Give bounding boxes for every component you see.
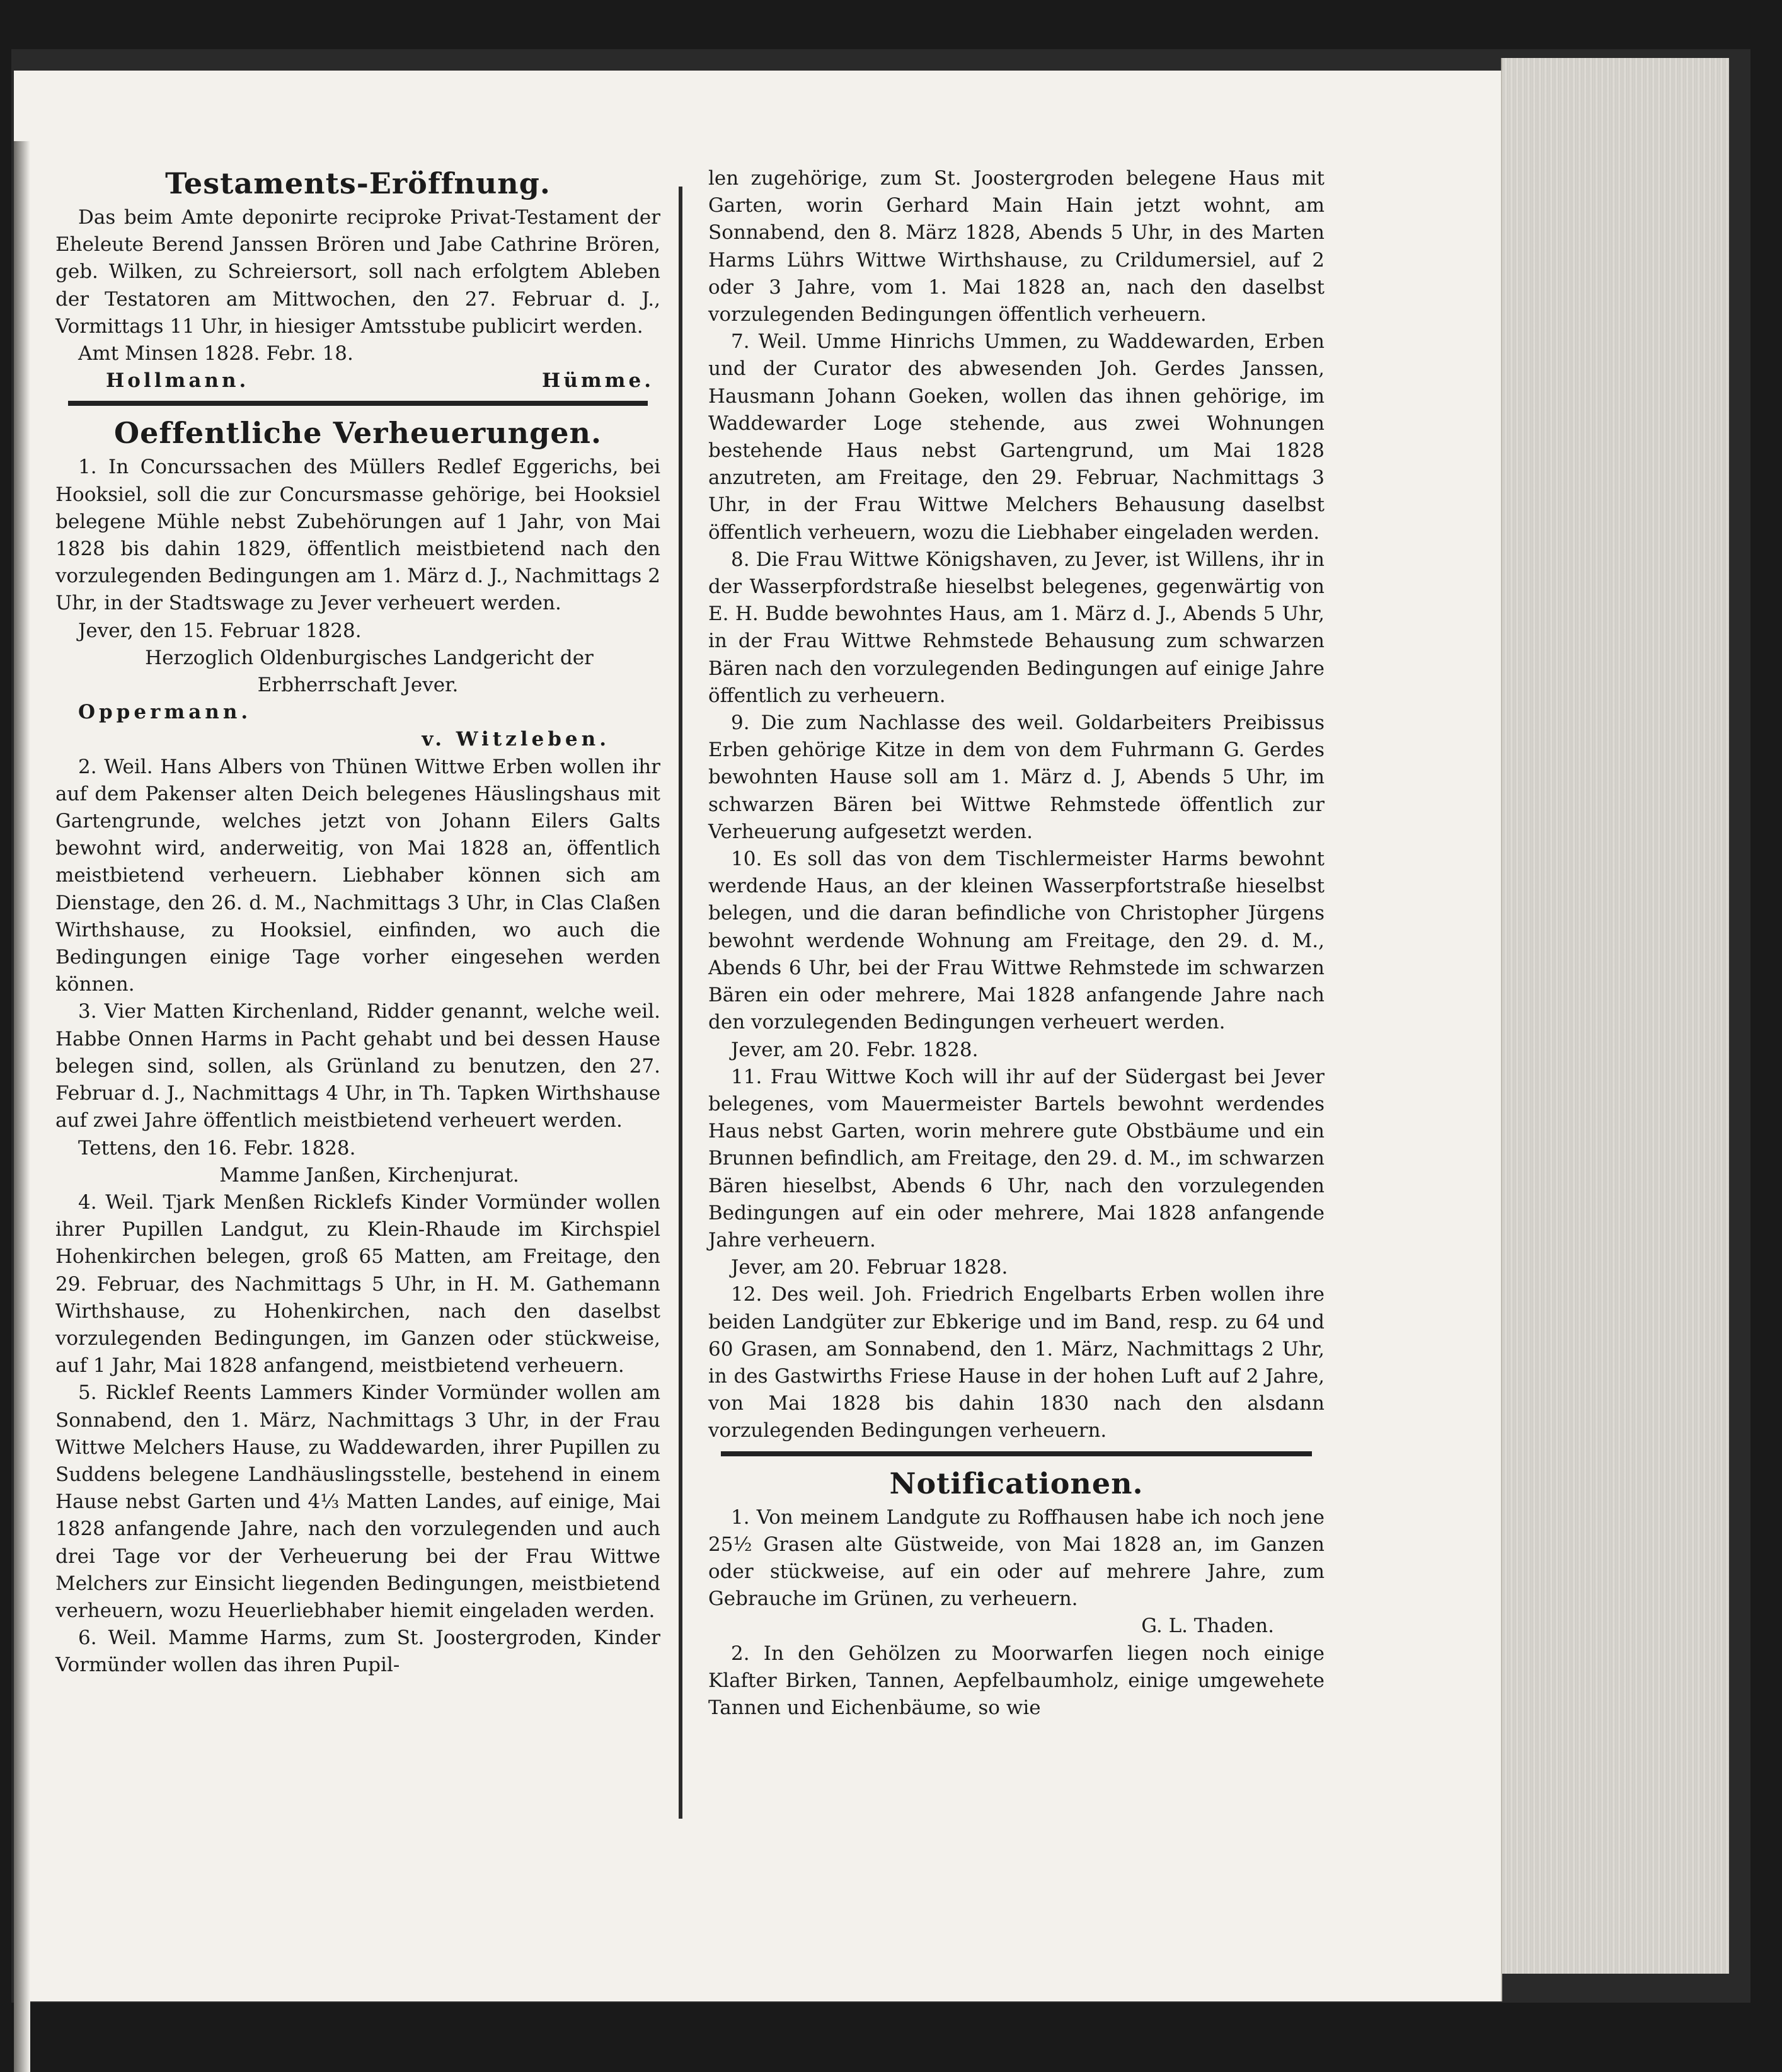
signer-oppermann: Oppermann. (78, 701, 252, 724)
testament-heading: Testaments-Eröffnung. (165, 166, 551, 200)
auction-item-7: 7. Weil. Umme Hinrichs Ummen, zu Waddewarden, Erben und der Curator des abwesenden Joh. Gerdes Janssen, Hausmann Johann Goeken, wollen das ihnen gehörige, im Waddewarder Loge stehende, aus zwei Wohnungen bestehende Haus nebst Gartengrund, um Mai 1828 anzutreten, am Freitage, den 29. Februar, Nachmittags 3 Uhr, in der Frau Wittwe Melchers Behausung daselbst öffentlich verheuern, wozu die Liebhaber eingeladen werden. (708, 330, 1325, 544)
right-column (708, 165, 1325, 1722)
notifications-heading: Notificationen. (889, 1466, 1144, 1500)
auction-item-1-date: Jever, den 15. Februar 1828. (78, 619, 362, 642)
auctions-heading: Oeffentliche Verheuerungen. (114, 416, 602, 451)
section-divider (721, 1451, 1312, 1456)
auction-item-10: 10. Es soll das von dem Tischlermeister Harms bewohnt werdende Haus, an der kleinen Wasserpfortstraße hieselbst belegen, und die daran befindliche von Christopher Jürgens bewohnt werdende Wohnung am Freitage, den 29. d. M., Abends 6 Uhr, bei der Frau Wittwe Rehmstede im schwarzen Bären ein oder mehrere, Mai 1828 anfangende Jahre nach den vorzulegenden Bedingungen verheuert werden. (708, 848, 1325, 1034)
column-divider (679, 187, 682, 1819)
court-name-line-2: Erbherrschaft Jever. (257, 674, 459, 697)
section-divider (68, 401, 648, 406)
auction-item-1: 1. In Concurssachen des Müllers Redlef Eggerichs, bei Hooksiel, soll die zur Concursmasse gehörige, bei Hooksiel belegene Mühle nebst Zubehörungen auf 1 Jahr, von Mai 1828 bis dahin 1829, öffentlich meistbietend nach den vorzulegenden Bedingungen am 1. März d. J., Nachmittags 2 Uhr, in der Stadtswage zu Jever verheuert werden. (55, 456, 660, 615)
testament-body: Das beim Amte deponirte reciproke Privat-Testament der Eheleute Berend Janssen Brören und Jabe Cathrine Brören, geb. Wilken, zu Schreiersort, soll nach erfolgtem Ableben der Testatoren am Mittwochen, den 27. Februar d. J., Vormittags 11 Uhr, in hiesiger Amtsstube publicirt werden. (55, 206, 660, 338)
notification-item-1-signer: G. L. Thaden. (1141, 1614, 1274, 1638)
court-name-line-1: Herzoglich Oldenburgisches Landgericht der (145, 646, 594, 669)
testament-signers (55, 367, 660, 394)
auction-item-6-start: 6. Weil. Mamme Harms, zum St. Joostergroden, Kinder Vormünder wollen das ihren Pupil- (55, 1626, 660, 1677)
signer-hollmann: Hollmann. (106, 369, 250, 393)
auction-item-8: 8. Die Frau Wittwe Königshaven, zu Jever, ist Willens, ihr in der Wasserpfordstraße hieselbst belegenes, gegenwärtig von E. H. Budde bewohntes Haus, am 1. März d. J., Abends 5 Uhr, in der Frau Wittwe Rehmstede Behausung zum schwarzen Bären nach den vorzulegenden Bedingungen auf einige Jahre öffentlich zu verheuern. (708, 548, 1325, 707)
auction-item-3-signer: Mamme Janßen, Kirchenjurat. (219, 1163, 519, 1187)
signer-witzleben: v. Witzleben. (422, 728, 610, 751)
auction-item-5: 5. Ricklef Reents Lammers Kinder Vormünder wollen am Sonnabend, den 1. März, Nachmittags 3 Uhr, in der Frau Wittwe Melchers Hause, zu Waddewarden, ihrer Pupillen zu Suddens belegene Landhäuslingsstelle, bestehend in einem Hause nebst Garten und 4⅓ Matten Landes, auf einige, Mai 1828 anfangende Jahre, nach den vorzulegenden und auch drei Tage vor der Verheuerung bei der Frau Wittwe Melchers zur Einsicht liegenden Bedingungen, meistbietend verheuern, wozu Heuerliebhaber hiemit eingeladen werden. (55, 1381, 660, 1622)
auction-item-3-date: Tettens, den 16. Febr. 1828. (78, 1136, 356, 1160)
spine-shadow (14, 141, 30, 2072)
notification-item-1: 1. Von meinem Landgute zu Roffhausen habe ich noch jene 25½ Grasen alte Güstweide, von Mai 1828 an, im Ganzen oder stückweise, auf ein oder auf mehrere Jahre, zum Gebrauche im Grünen, zu verheuern. (708, 1505, 1325, 1611)
auction-item-2: 2. Weil. Hans Albers von Thünen Wittwe Erben wollen ihr auf dem Pakenser alten Deich belegenes Häuslingshaus mit Gartengrunde, welches jetzt von Johann Eilers Galts bewohnt wird, anderweitig, von Mai 1828 an, öffentlich meistbietend verheuern. Liebhaber können sich am Dienstage, den 26. d. M., Nachmittags 3 Uhr, in Clas Claßen Wirthshause, zu Hooksiel, einfinden, wo auch die Bedingungen einige Tage vorher eingesehen werden können. (55, 755, 660, 996)
signer-huemme: Hümme. (542, 369, 654, 393)
testament-place-date: Amt Minsen 1828. Febr. 18. (78, 342, 354, 365)
notification-item-2: 2. In den Gehölzen zu Moorwarfen liegen noch einige Klafter Birken, Tannen, Aepfelbaumholz, einige umgewehete Tannen und Eichenbäume, so wie (708, 1642, 1325, 1719)
auction-item-9: 9. Die zum Nachlasse des weil. Goldarbeiters Preibissus Erben gehörige Kitze in dem von dem Fuhrmann G. Gerdes bewohnten Hause soll am 1. März d. J, Abends 5 Uhr, im schwarzen Bären bei Wittwe Rehmstede öffentlich zur Verheuerung aufgesetzt werden. (708, 711, 1325, 843)
auction-item-11: 11. Frau Wittwe Koch will ihr auf der Südergast bei Jever belegenes, vom Mauermeister Bartels bewohnt werdendes Haus nebst Garten, worin mehrere gute Obstbäume und ein Brunnen befindlich, am Freitage, den 29. d. M., im schwarzen Bären hieselbst, Abends 6 Uhr, nach den vorzulegenden Bedingungen auf ein oder mehrere, Mai 1828 anfangende Jahre verheuern. (708, 1065, 1325, 1252)
auction-item-12: 12. Des weil. Joh. Friedrich Engelbarts Erben wollen ihre beiden Landgüter zur Ebkerige und im Band, resp. zu 64 und 60 Grasen, am Sonnabend, den 1. März, Nachmittags 2 Uhr, in des Gastwirths Friese Hause in der hohen Luft auf 2 Jahre, von Mai 1828 bis dahin 1830 nach den alsdann vorzulegenden Bedingungen verheuern. (708, 1283, 1325, 1442)
auction-item-3: 3. Vier Matten Kirchenland, Ridder genannt, welche weil. Habbe Onnen Harms in Pacht gehabt und bei dessen Hause belegen sind, sollen, als Grünland zu benutzen, den 27. Februar d. J., Nachmittags 4 Uhr, in Th. Tapken Wirthshause auf zwei Jahre öffentlich meistbietend verheuert werden. (55, 1000, 660, 1132)
auction-item-11-date: Jever, am 20. Februar 1828. (731, 1256, 1008, 1279)
left-column (55, 165, 660, 1679)
auction-item-10-date: Jever, am 20. Febr. 1828. (731, 1038, 979, 1061)
page-block-edge (1501, 58, 1729, 1974)
auction-item-6-continued: len zugehörige, zum St. Joostergroden belegene Haus mit Garten, worin Gerhard Main Hain jetzt wohnt, am Sonnabend, den 8. März 1828, Abends 5 Uhr, in des Marten Harms Lührs Wittwe Wirthshause, zu Crildumersiel, auf 2 oder 3 Jahre, vom 1. Mai 1828 an, nach den daselbst vorzulegenden Bedingungen öffentlich verheuern. (708, 167, 1325, 326)
newspaper-page (14, 71, 1502, 2001)
auction-item-4: 4. Weil. Tjark Menßen Ricklefs Kinder Vormünder wollen ihrer Pupillen Landgut, zu Klein-Rhaude im Kirchspiel Hohenkirchen belegen, groß 65 Matten, am Freitage, den 29. Februar, des Nachmittags 5 Uhr, in H. M. Gathemann Wirthshause, zu Hohenkirchen, nach den daselbst vorzulegenden Bedingungen, im Ganzen oder stückweise, auf 1 Jahr, Mai 1828 anfangend, meistbietend verheuern. (55, 1190, 660, 1378)
